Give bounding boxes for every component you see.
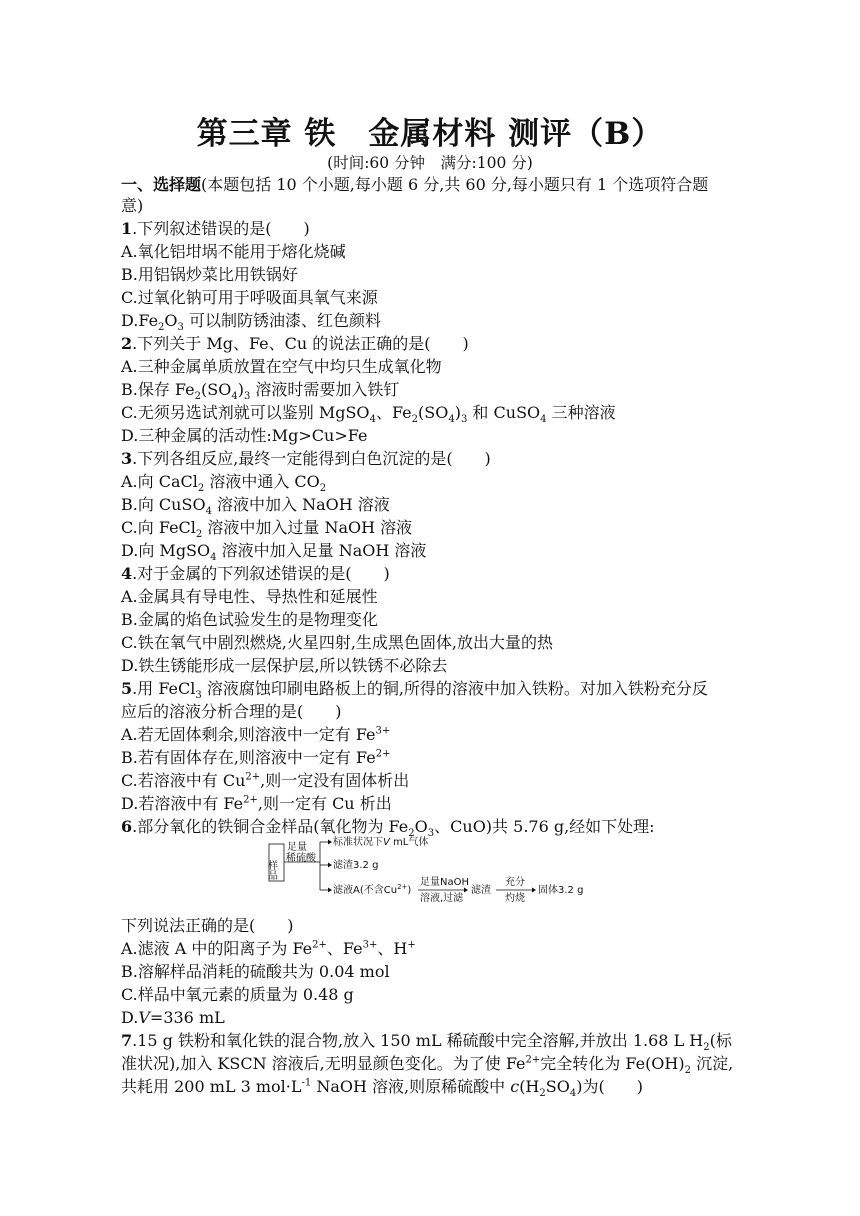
- variable: V: [138, 1008, 150, 1027]
- q1-stem: [121, 218, 310, 240]
- superscript: +: [407, 939, 416, 951]
- arrowhead: [328, 863, 332, 868]
- text: 溶液腐蚀印刷电路板上的铜,所得的溶液中加入铁粉。对加入铁粉充分反: [201, 679, 708, 698]
- text: 、H: [377, 939, 408, 958]
- q6-option-c: C.样品中氧元素的质量为 0.48 g: [121, 985, 354, 1004]
- variable: c: [510, 1077, 520, 1096]
- subscript: 4: [540, 414, 547, 426]
- superscript: 2+: [312, 939, 327, 951]
- subscript: 2: [195, 529, 203, 541]
- page-title: 第三章 铁 金属材料 测评（B）: [196, 116, 664, 152]
- q5-number: 5: [121, 679, 133, 698]
- text: ): [454, 403, 461, 422]
- subscript: 2: [319, 483, 327, 495]
- subscript: 2: [194, 391, 202, 403]
- text: A.若无固体剩余,则溶液中一定有 Fe: [121, 725, 376, 744]
- q2-stem: [121, 333, 469, 355]
- text: 三种溶液: [546, 403, 616, 422]
- superscript: 3+: [362, 939, 378, 951]
- process-flow-diagram: [265, 834, 598, 904]
- text: 和 CuSO: [467, 403, 541, 422]
- q1-number: 1: [121, 219, 133, 238]
- text: ,则一定有 Cu 析出: [257, 794, 392, 813]
- text: B.保存 Fe: [121, 380, 195, 399]
- superscript: 2+: [397, 883, 408, 891]
- reagent-bottom: 稀硫酸: [286, 853, 316, 864]
- q2-option-c: [121, 402, 616, 424]
- q4-number: 4: [121, 564, 133, 583]
- q7-stem-line2: [121, 1053, 733, 1075]
- q4-text: .对于金属的下列叙述错误的是( ): [132, 564, 390, 583]
- text: 准状况),加入 KSCN 溶液后,无明显颜色变化。为了使 Fe: [121, 1054, 526, 1073]
- text: D.: [121, 1008, 139, 1027]
- subscript: 3: [460, 414, 468, 426]
- q1-option-b: B.用铝锅炒菜比用铁锅好: [121, 265, 298, 284]
- text: B.向 CuSO: [121, 495, 206, 514]
- sample-label: 样品: [265, 860, 277, 880]
- text: )为( ): [576, 1077, 643, 1096]
- arrowhead: [464, 888, 468, 893]
- text: 溶液中加入 NaOH 溶液: [211, 495, 390, 514]
- text: =336 mL: [149, 1008, 225, 1027]
- superscript: 2+: [375, 748, 391, 760]
- step2-top: 足量NaOH: [420, 877, 469, 888]
- section-heading: 一、选择题: [121, 175, 202, 194]
- q3-text: .下列各组反应,最终一定能得到白色沉淀的是( ): [132, 449, 491, 468]
- text: 、CuO)共 5.76 g,经如下处理:: [434, 817, 655, 836]
- q4-stem: [121, 563, 390, 585]
- subscript: 2: [684, 1065, 691, 1077]
- text: ): [237, 380, 244, 399]
- step2-bottom: 溶液,过滤: [420, 893, 464, 904]
- q7-number: 7: [121, 1031, 133, 1050]
- subscript: 4: [231, 391, 238, 403]
- subscript: 4: [448, 414, 455, 426]
- subscript: 3: [427, 828, 435, 840]
- subscript: 4: [569, 1088, 577, 1100]
- q5-option-b: [121, 747, 390, 769]
- text: A.向 CaCl: [121, 472, 198, 491]
- text: C.无须另选试剂就可以鉴别 MgSO: [121, 403, 370, 422]
- reagent-top: 足量: [287, 842, 307, 853]
- text: C.向 FeCl: [121, 518, 196, 537]
- subscript: 3: [177, 322, 184, 334]
- text: 溶液中加入足量 NaOH 溶液: [216, 541, 427, 560]
- q6-option-d: [121, 1007, 225, 1029]
- q2-option-a: A.三种金属单质放置在空气中均只生成氧化物: [121, 357, 442, 376]
- subscript: 3: [195, 690, 202, 702]
- q1-option-c: C.过氧化钠可用于呼吸面具氧气来源: [121, 288, 378, 307]
- text: O: [414, 817, 428, 836]
- q7-stem-line3: [121, 1076, 643, 1098]
- text: (SO: [201, 380, 232, 399]
- q5-stem: [121, 678, 708, 700]
- q7-stem: [121, 1030, 732, 1052]
- q5-option-d: [121, 793, 392, 815]
- text: 标准状况下: [333, 837, 383, 848]
- subscript: 4: [210, 552, 217, 564]
- text: NaOH 溶液,则原稀硫酸中: [311, 1077, 511, 1096]
- text: 溶液中通入 CO: [204, 472, 320, 491]
- text: 滤液A(不含Cu: [333, 885, 398, 896]
- step3-top: 充分: [505, 877, 525, 888]
- q3-stem: [121, 448, 491, 470]
- filtrate-a: [333, 883, 411, 896]
- superscript: -1: [301, 1077, 312, 1089]
- subscript: 2: [158, 322, 165, 334]
- superscript: 2+: [245, 771, 261, 783]
- q5-stem-cont: 应后的溶液分析合理的是( ): [121, 702, 342, 721]
- q5-option-a: [121, 724, 390, 746]
- subscript: 2: [411, 414, 419, 426]
- q2-option-d: D.三种金属的活动性:Mg>Cu>Fe: [121, 426, 368, 445]
- text: (SO: [418, 403, 449, 422]
- subscript: 2: [703, 1042, 710, 1054]
- text: D.向 MgSO: [121, 541, 211, 560]
- text: .用 FeCl: [132, 679, 196, 698]
- step3-bottom: 灼烧: [505, 893, 525, 904]
- q6-option-a: [121, 938, 416, 960]
- arrowhead: [328, 888, 332, 893]
- q3-option-d: [121, 540, 426, 562]
- q4-option-b: B.金属的焰色试验发生的是物理变化: [121, 610, 378, 629]
- residue-output: 滤渣3.2 g: [333, 860, 379, 871]
- q1-option-d: [121, 310, 381, 332]
- text: (H: [519, 1077, 540, 1096]
- subscript: 4: [205, 506, 212, 518]
- subscript: 3: [243, 391, 251, 403]
- q2-text: .下列关于 Mg、Fe、Cu 的说法正确的是( ): [132, 334, 469, 353]
- text: 溶液中加入过量 NaOH 溶液: [202, 518, 413, 537]
- q3-option-a: [121, 471, 326, 493]
- superscript: 3+: [375, 725, 391, 737]
- q4-option-c: C.铁在氧气中剧烈燃烧,火星四射,生成黑色固体,放出大量的热: [121, 633, 554, 652]
- subscript: 2: [408, 828, 415, 840]
- q5-option-c: [121, 770, 409, 792]
- q2-number: 2: [121, 334, 133, 353]
- section-desc-cont: 意): [121, 196, 144, 215]
- gas-output: [333, 835, 428, 848]
- text: ): [407, 885, 412, 896]
- text: mL气体: [389, 837, 429, 848]
- text: 溶液时需要加入铁钉: [250, 380, 400, 399]
- arrowhead: [532, 888, 536, 893]
- superscript: 2+: [525, 1054, 541, 1066]
- exam-info: (时间:60 分钟 满分:100 分): [327, 154, 533, 172]
- q6-number: 6: [121, 817, 133, 836]
- text: ,则一定没有固体析出: [260, 771, 410, 790]
- superscript: 2+: [243, 794, 258, 806]
- subscript: 2: [539, 1088, 546, 1100]
- text: (标: [709, 1031, 732, 1050]
- q3-option-b: [121, 494, 390, 516]
- text: C.若溶液中有 Cu: [121, 771, 246, 790]
- text: 、Fe: [326, 939, 363, 958]
- q1-option-a: A.氧化铝坩埚不能用于熔化烧碱: [121, 242, 346, 261]
- text: .15 g 铁粉和氧化铁的混合物,放入 150 mL 稀硫酸中完全溶解,并放出 1.68 L H: [132, 1031, 704, 1050]
- q6-lead: 下列说法正确的是( ): [121, 916, 294, 935]
- text: B.若有固体存在,则溶液中一定有 Fe: [121, 748, 376, 767]
- q6-option-b: B.溶解样品消耗的硫酸共为 0.04 mol: [121, 962, 390, 981]
- subscript: 4: [369, 414, 376, 426]
- text: 沉淀,: [691, 1054, 734, 1073]
- text: A.滤液 A 中的阳离子为 Fe: [121, 939, 313, 958]
- text: 可以制防锈油漆、红色颜料: [183, 311, 382, 330]
- subscript: 2: [197, 483, 205, 495]
- text: D.若溶液中有 Fe: [121, 794, 244, 813]
- q2-option-b: [121, 379, 399, 401]
- text: D.Fe: [121, 311, 159, 330]
- solid-output: 固体3.2 g: [538, 885, 584, 896]
- text: 、Fe: [375, 403, 412, 422]
- q4-option-a: A.金属具有导电性、导热性和延展性: [121, 587, 378, 606]
- text: 共耗用 200 mL 3 mol·L: [121, 1077, 302, 1096]
- variable: V: [383, 837, 390, 848]
- q4-option-d: D.铁生锈能形成一层保护层,所以铁锈不必除去: [121, 656, 448, 675]
- arrowhead: [328, 840, 332, 845]
- q3-number: 3: [121, 449, 133, 468]
- text: SO: [545, 1077, 570, 1096]
- section-heading-line: [121, 174, 708, 196]
- q1-text: .下列叙述错误的是( ): [132, 219, 310, 238]
- residue2: 滤渣: [471, 885, 491, 896]
- section-desc: (本题包括 10 个小题,每小题 6 分,共 60 分,每小题只有 1 个选项符合题: [201, 175, 709, 194]
- text: O: [164, 311, 178, 330]
- text: 完全转化为 Fe(OH): [540, 1054, 685, 1073]
- q3-option-c: [121, 517, 412, 539]
- text: .部分氧化的铁铜合金样品(氧化物为 Fe: [132, 817, 409, 836]
